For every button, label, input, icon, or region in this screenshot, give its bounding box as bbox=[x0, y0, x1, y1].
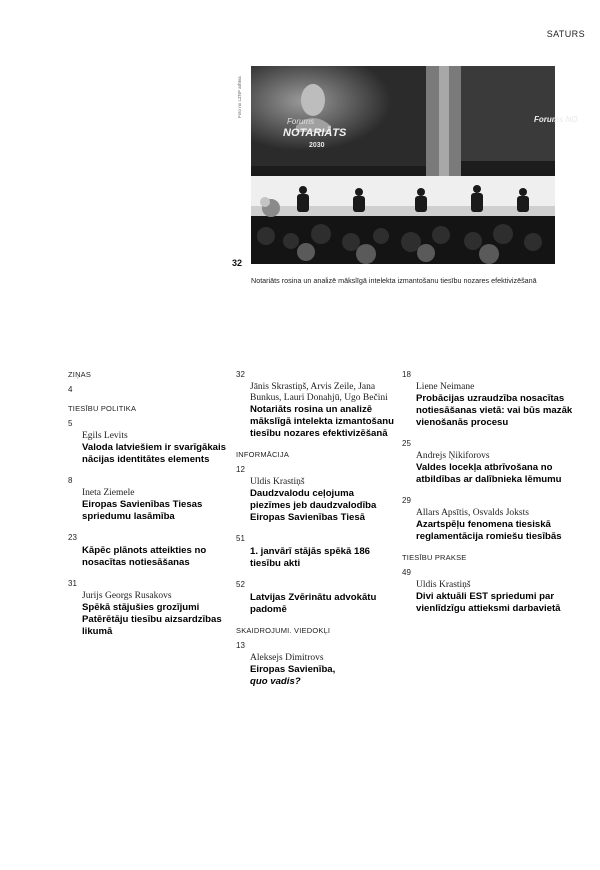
entry-title[interactable]: Divi aktuāli EST spriedumi par vienlīdzīgu attieksmi darbavietā bbox=[416, 591, 561, 614]
photo-credit: Foto no LZNP arhīva bbox=[237, 76, 242, 118]
entry-page: 18 bbox=[402, 370, 411, 379]
entry-title[interactable]: Daudzvalodu ceļojuma piezīmes jeb daudzvalodība Eiropas Savienības Tiesā bbox=[250, 488, 377, 523]
section-title: ZIŅAS bbox=[68, 370, 92, 379]
entry-page: 51 bbox=[236, 534, 245, 543]
entry-title[interactable]: Notariāts rosina un analizē mākslīgā intelekta izmantošanu tiesību nozares efektivizēšanā bbox=[250, 404, 394, 439]
entry-page: 12 bbox=[236, 465, 245, 474]
banner-right: Forums NO bbox=[534, 115, 578, 124]
section-header: SATURS bbox=[546, 29, 585, 39]
toc-entry[interactable] bbox=[402, 370, 582, 429]
toc-entry[interactable] bbox=[236, 641, 396, 688]
entry-page: 13 bbox=[236, 641, 245, 650]
toc-entry[interactable] bbox=[402, 439, 582, 486]
entry-title[interactable]: Valdes locekļa atbrīvošana no atbildības ar dalībnieka lēmumu bbox=[416, 462, 562, 485]
entry-page: 32 bbox=[236, 370, 245, 379]
entry-page: 49 bbox=[402, 568, 411, 577]
section-title: SKAIDROJUMI. VIEDOKĻI bbox=[236, 626, 331, 635]
banner-line2: NOTARIĀTS bbox=[283, 127, 347, 139]
toc-column-3 bbox=[402, 370, 582, 625]
toc-entry[interactable] bbox=[68, 476, 228, 523]
toc-entry[interactable] bbox=[402, 568, 582, 615]
entry-author: Uldis Krastiņš bbox=[416, 580, 471, 590]
entry-page: 4 bbox=[68, 385, 73, 394]
entry-title[interactable]: Spēkā stājušies grozījumi Patērētāju tiesību aizsardzības likumā bbox=[82, 602, 222, 637]
entry-page: 25 bbox=[402, 439, 411, 448]
entry-title[interactable]: Probācijas uzraudzība nosacītas notiesāšanas vietā: vai būs mazāk vienošanās procesu bbox=[416, 393, 573, 428]
toc-column-1 bbox=[68, 370, 228, 648]
section-title: TIESĪBU PRAKSE bbox=[402, 553, 467, 562]
entry-title[interactable]: Kāpēc plānots atteikties no nosacītas notiesāšanas bbox=[82, 545, 207, 568]
toc-entry[interactable] bbox=[236, 370, 396, 440]
entry-title[interactable]: Azartspēļu fenomena tiesiskā reglamentācija romiešu tiesībās bbox=[416, 519, 562, 542]
section-title: TIESĪBU POLITIKA bbox=[68, 404, 137, 413]
entry-page: 5 bbox=[68, 419, 73, 428]
toc-entry[interactable] bbox=[68, 419, 228, 466]
entry-author: Andrejs Ņikiforovs bbox=[416, 451, 490, 461]
banner-line1: Forums bbox=[287, 117, 315, 126]
entry-author: Ineta Ziemele bbox=[82, 488, 135, 498]
entry-author: Jurijs Georgs Rusakovs bbox=[82, 591, 172, 601]
toc-entry[interactable] bbox=[68, 533, 228, 569]
section-title: INFORMĀCIJA bbox=[236, 450, 290, 459]
entry-title[interactable]: Latvijas Zvērinātu advokātu padomē bbox=[250, 592, 377, 615]
entry-title-italic: quo vadis? bbox=[250, 676, 301, 687]
banner-line3: 2030 bbox=[309, 142, 325, 149]
entry-title[interactable]: 1. janvārī stājās spēkā 186 tiesību akti bbox=[250, 546, 371, 569]
entry-author: Egils Levits bbox=[82, 431, 128, 441]
toc-entry[interactable] bbox=[402, 496, 582, 543]
toc-entry[interactable] bbox=[236, 465, 396, 524]
entry-author: Allars Apsītis, Osvalds Joksts bbox=[416, 508, 529, 518]
entry-page: 52 bbox=[236, 580, 245, 589]
entry-author: Liene Neimane bbox=[416, 382, 475, 392]
entry-page: 29 bbox=[402, 496, 411, 505]
entry-title[interactable]: Eiropas Savienības Tiesas spriedumu lasāmība bbox=[82, 499, 203, 522]
entry-page: 23 bbox=[68, 533, 77, 542]
entry-title[interactable]: Valoda latviešiem ir svarīgākais nācijas identitātes elements bbox=[82, 442, 226, 465]
entry-author: Uldis Krastiņš bbox=[250, 477, 305, 487]
entry-author: Aleksejs Dimitrovs bbox=[250, 653, 324, 663]
entry-author: Jānis Skrastiņš, Arvis Zeile, Jana Bunkus, Lauri Donahjū, Ugo Bečini bbox=[250, 382, 388, 403]
photo-page-number: 32 bbox=[232, 258, 243, 268]
entry-page: 8 bbox=[68, 476, 73, 485]
entry-page: 31 bbox=[68, 579, 77, 588]
entry-title[interactable] bbox=[250, 664, 396, 688]
entry-title-main: Eiropas Savienība, bbox=[250, 664, 336, 675]
toc-entry[interactable] bbox=[68, 579, 228, 638]
toc-entry[interactable] bbox=[236, 534, 396, 570]
photo-caption: Notariāts rosina un analizē mākslīgā intelekta izmantošanu tiesību nozares efektivizēšanā bbox=[251, 276, 537, 285]
feature-photo bbox=[251, 66, 578, 264]
toc-entry[interactable] bbox=[68, 385, 228, 394]
toc-entry[interactable] bbox=[236, 580, 396, 616]
toc-column-2 bbox=[236, 370, 396, 698]
